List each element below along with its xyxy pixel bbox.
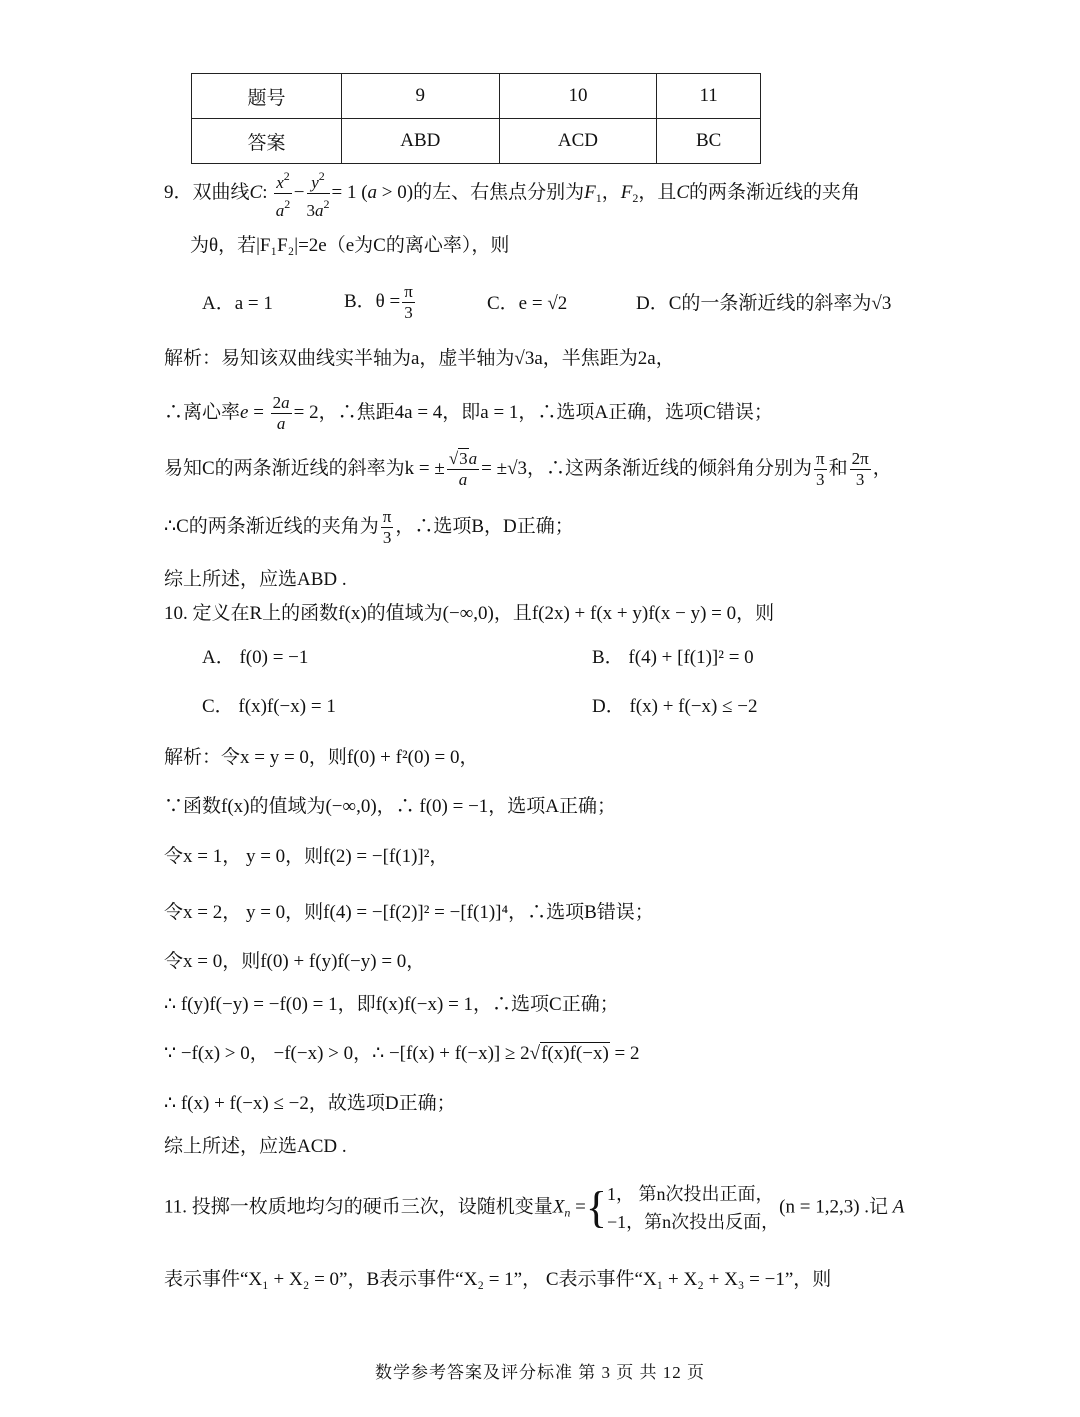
q11-stem-line2: 表示事件“X₁ + X₂ = 0”，B表示事件“X₂ = 1”， C表示事件“X₁ + X₂ + X₃ = −1”，则	[164, 1269, 832, 1290]
q10-option-a: A． f(0) = −1	[202, 647, 309, 668]
q9-solution-3a: 易知C的两条渐近线的斜率为k = ±	[164, 457, 445, 479]
q9-solution-3b: = ±√3，∴这两条渐近线的倾斜角分别为	[481, 457, 812, 479]
page-footer: 数学参考答案及评分标准 第 3 页 共 12 页	[375, 1363, 705, 1382]
q9-solution-2b: = 2，∴焦距4a = 4，即a = 1，∴选项A正确，选项C错误；	[293, 401, 773, 423]
q11-case-2: −1，第n次投出反面，	[607, 1212, 780, 1232]
q11-stem: 11. 投掷一枚质地均匀的硬币三次，设随机变量$X_n$ ={ 1， 第n次投出正面， −1，第n次投出反面， (n = 1,2,3) .记 A	[164, 1180, 904, 1236]
q9-solution-2a: ∴离心率	[164, 401, 241, 423]
q10-solution-2: ∵函数f(x)的值域为(−∞,0)，∴ f(0) = −1，选项A正确；	[164, 796, 617, 817]
q9-solution-2: ∴离心率e = $\frac{2a}{a}$ = 2，∴焦距4a = 4，即a = 1，∴选项A正确，选项C错误；	[164, 393, 773, 433]
q10-solution-7: ∵ −f(x) > 0， −f(−x) > 0，∴ −[f(x) + f(−x)] ≥ 2√f(x)f(−x) = 2	[164, 1043, 640, 1064]
q9-solution-4a: ∴C的两条渐近线的夹角为	[164, 515, 379, 537]
q9-option-b: B．θ = $\frac{\pi}{3}$	[344, 282, 413, 322]
q9-stem-text: ，且	[638, 181, 677, 203]
q10-solution-7c: = 2	[614, 1043, 640, 1064]
q10-option-c: C． f(x)f(−x) = 1	[202, 696, 336, 717]
table-row	[192, 74, 761, 119]
table-cell: BC	[657, 119, 761, 164]
q11-case-1: 1， 第n次投出正面，	[607, 1184, 774, 1204]
table-cell: ABD	[341, 119, 499, 164]
table-cell: ACD	[499, 119, 657, 164]
q10-solution-9: 综上所述，应选ACD .	[164, 1136, 347, 1157]
q9-option-a: A．a = 1	[202, 293, 273, 314]
answer-table	[191, 73, 761, 164]
q9-stem-text: 的左、右焦点分别为	[413, 181, 585, 203]
q10-solution-6: ∴ f(y)f(−y) = −f(0) = 1，即f(x)f(−x) = 1，∴选项C正确；	[164, 994, 619, 1015]
q11-stem-a: 11. 投掷一枚质地均匀的硬币三次，设随机变量	[164, 1196, 553, 1218]
q10-stem: 10. 定义在R上的函数f(x)的值域为(−∞,0)，且f(2x) + f(x + y)f(x − y) = 0，则	[164, 603, 775, 624]
q9-solution-3: 易知C的两条渐近线的斜率为k = ± $\frac{√3a}{a}$ = ±√3，∴这两条渐近线的倾斜角分别为 $\frac{\pi}{3}$ 和 $\frac{2\pi}{3}$ ，	[164, 449, 892, 489]
q10-solution-7a: ∵ −f(x) > 0， −f(−x) > 0，∴ −[f(x) + f(−x)] ≥ 2	[164, 1043, 530, 1064]
q9-stem-text: 的两条渐近线的夹角	[689, 181, 861, 203]
table-cell: 9	[341, 74, 499, 119]
q9-option-c: C．e = √2	[487, 293, 568, 314]
table-cell: 题号	[192, 74, 342, 119]
q9-solution-1: 解析：易知该双曲线实半轴为a，虚半轴为√3a，半焦距为2a，	[164, 348, 675, 369]
q9-stem-line2: 为θ，若|F₁F₂|=2e（e为C的离心率），则	[190, 235, 510, 256]
q9-stem: 9．双曲线C: $\frac{x^2}{a^2}$ − $\frac{y^2}{3a^2}$ = 1 (a > 0)的左、右焦点分别为$F_1$，$F_2$，且C的两条渐近线的夹角	[164, 166, 860, 221]
q9-option-d: D．C的一条渐近线的斜率为√3	[636, 293, 892, 314]
table-cell: 10	[499, 74, 657, 119]
q9-solution-4b: ，∴选项B，D正确；	[395, 515, 574, 537]
q9-stem-text: 9．双曲线	[164, 181, 250, 203]
q9-solution-4: ∴C的两条渐近线的夹角为 $\frac{\pi}{3}$ ，∴选项B，D正确；	[164, 507, 574, 547]
q11-stem-b: (n = 1,2,3) .记	[779, 1196, 889, 1218]
q10-solution-7-radicand: f(x)f(−x)	[541, 1043, 609, 1064]
q10-solution-4: 令x = 2， y = 0，则f(4) = −[f(2)]² = −[f(1)]⁴，∴选项B错误；	[164, 902, 654, 923]
table-cell: 答案	[192, 119, 342, 164]
table-cell: 11	[657, 74, 761, 119]
table-row	[192, 119, 761, 164]
q10-solution-3: 令x = 1， y = 0，则f(2) = −[f(1)]²，	[164, 846, 449, 867]
q10-solution-1: 解析：令x = y = 0，则f(0) + f²(0) = 0，	[164, 747, 479, 768]
q9-solution-3c: 和	[828, 457, 848, 479]
q10-solution-8: ∴ f(x) + f(−x) ≤ −2，故选项D正确；	[164, 1093, 456, 1114]
q10-solution-5: 令x = 0，则f(0) + f(y)f(−y) = 0，	[164, 951, 426, 972]
q10-option-b: B． f(4) + [f(1)]² = 0	[592, 647, 754, 668]
q9-solution-5: 综上所述，应选ABD .	[164, 569, 347, 590]
q9-option-b-label: B．θ =	[344, 290, 401, 312]
q10-option-d: D． f(x) + f(−x) ≤ −2	[592, 696, 758, 717]
